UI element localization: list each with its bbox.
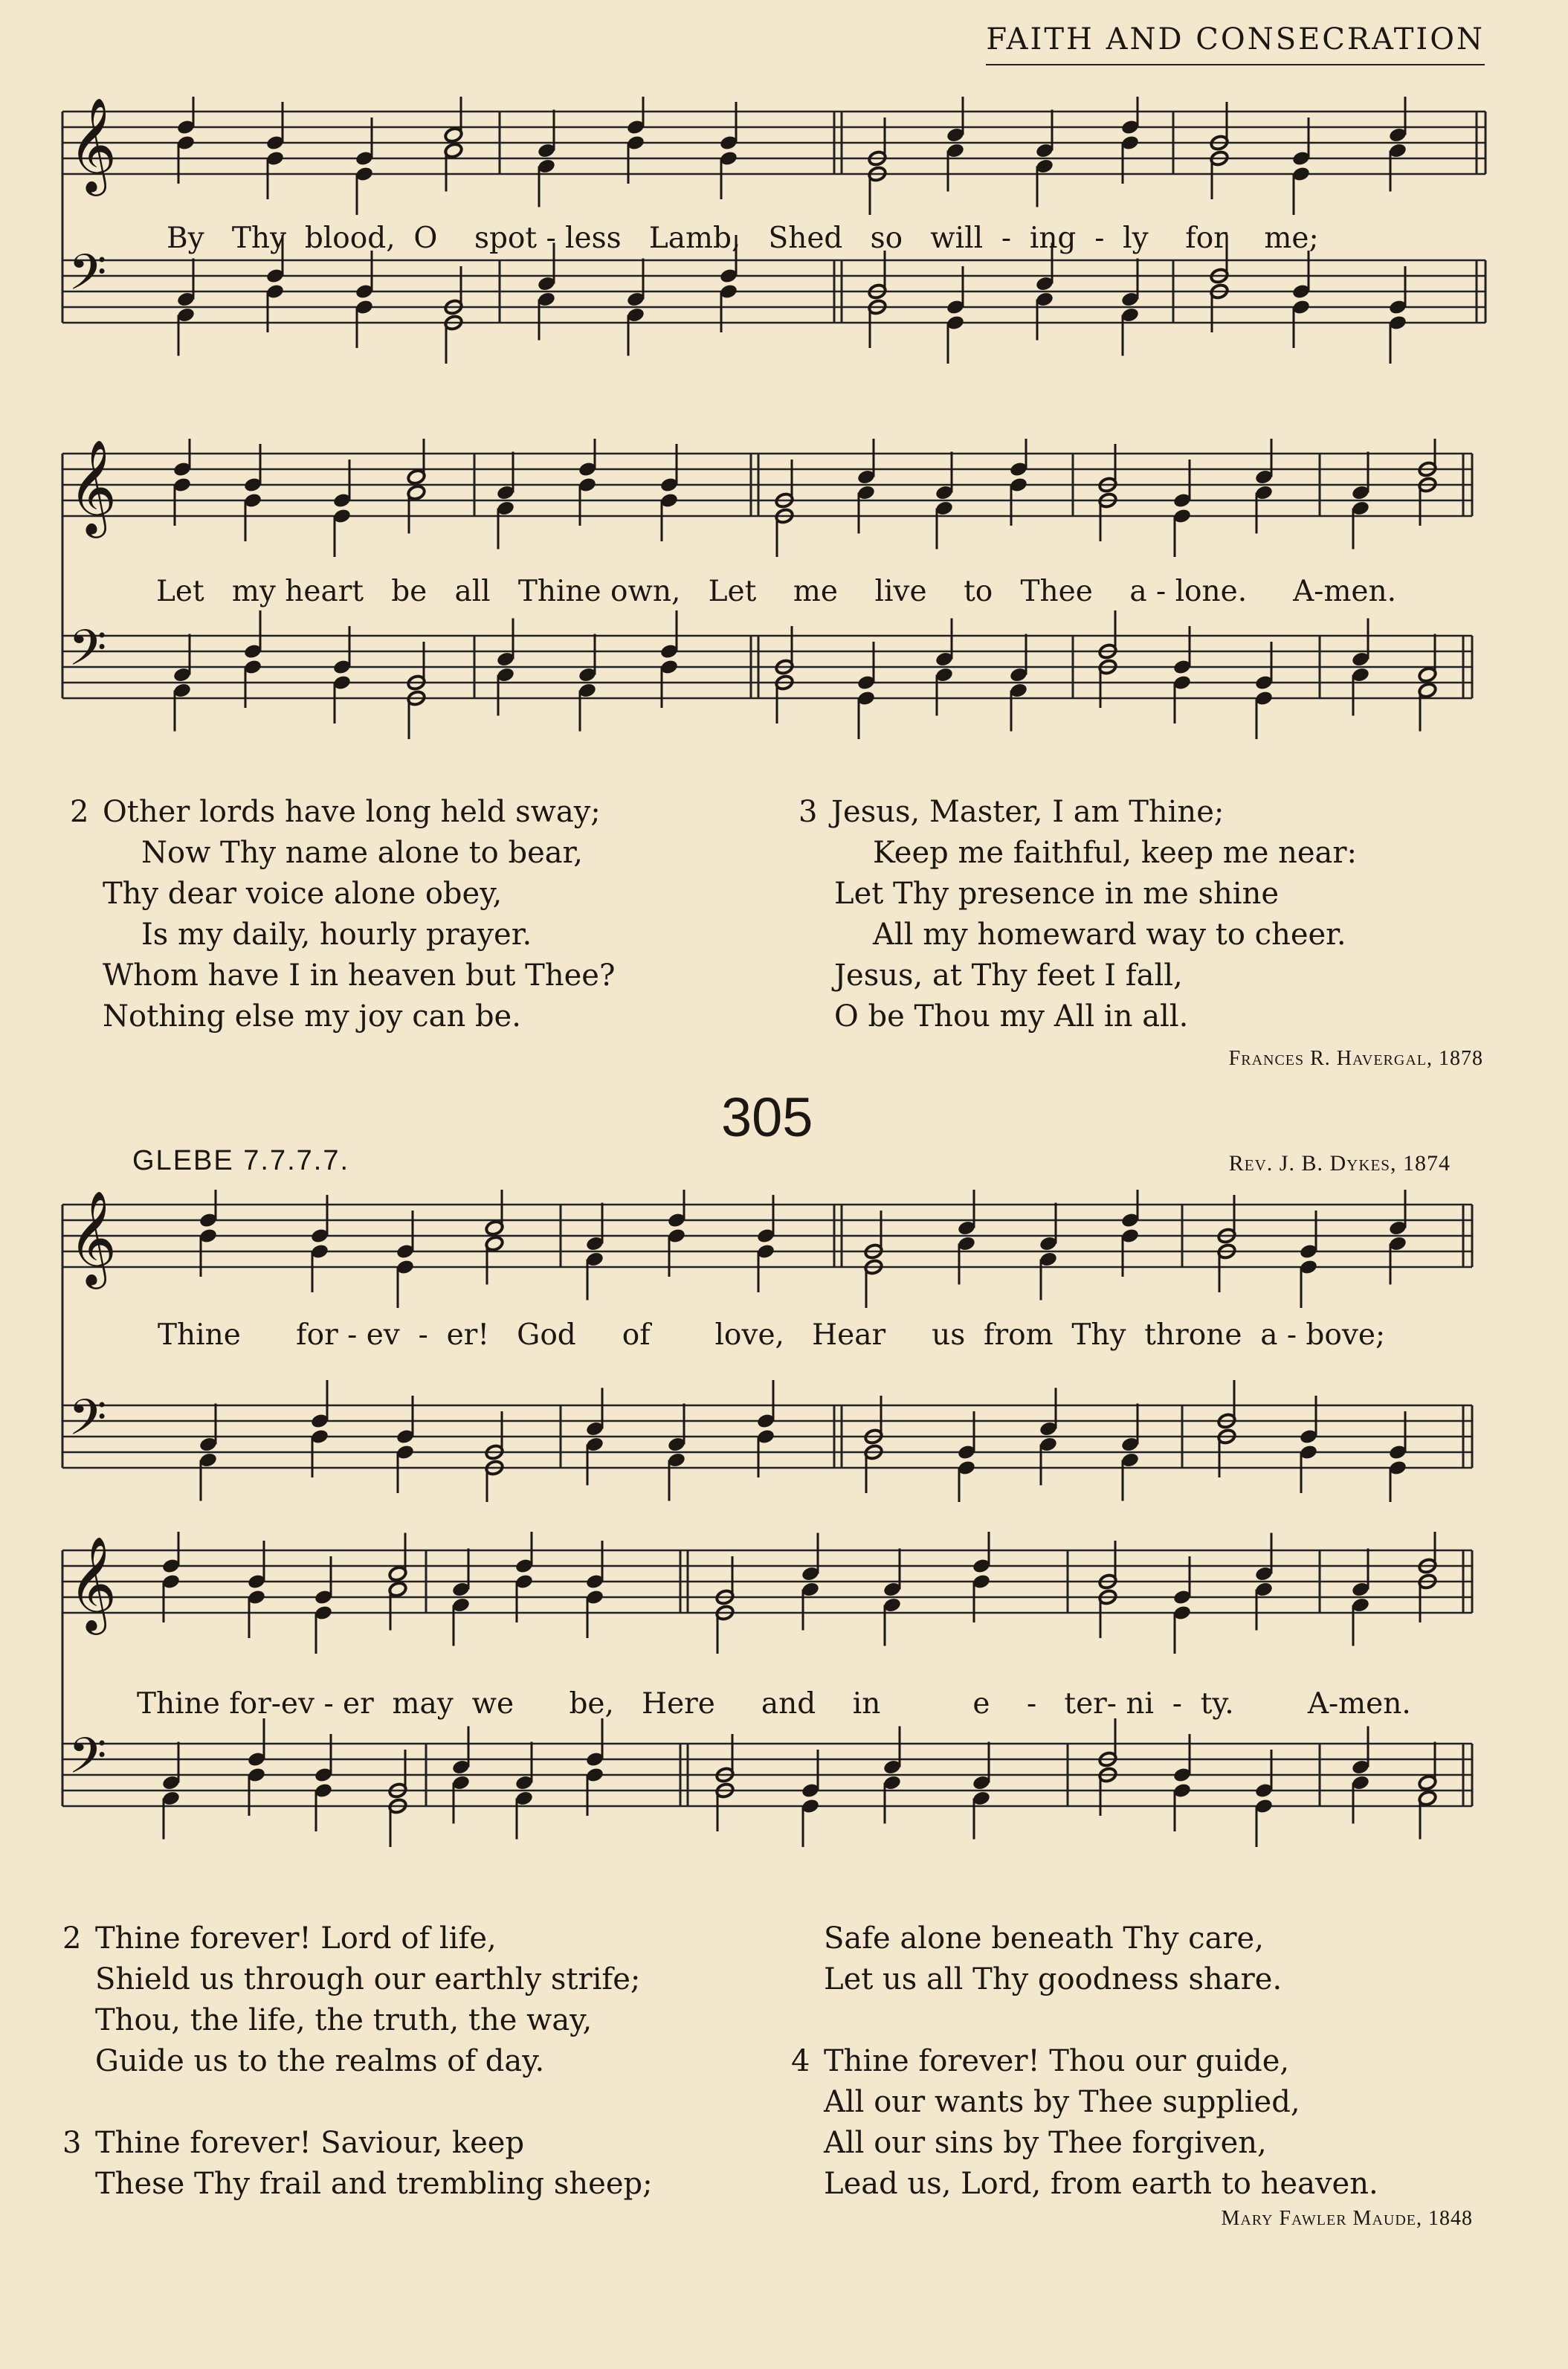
treble-clef-icon: 𝄞 <box>68 1535 117 1631</box>
verse-line: Guide us to the realms of day. <box>95 2044 545 2078</box>
verse-line: Safe alone beneath Thy care, <box>824 1921 1264 1956</box>
verse-line: Keep me faithful, keep me near: <box>873 836 1357 870</box>
verse-line: Let us all Thy goodness share. <box>824 1962 1283 1996</box>
hymn305-system-2 <box>0 1532 1568 1926</box>
composer: Rev. J. B. Dykes, 1874 <box>1228 1151 1451 1176</box>
verse-number: 4 <box>791 2044 810 2078</box>
verse-line: All our sins by Thee forgiven, <box>824 2126 1267 2160</box>
treble-clef-icon: 𝄞 <box>68 439 117 534</box>
verse-line: Other lords have long held sway; <box>103 795 601 829</box>
hymn305-verse-2 <box>62 1918 640 2082</box>
hymn-number: 305 <box>721 1086 813 1148</box>
hymn304-author: Frances R. Havergal, 1878 <box>1228 1047 1483 1070</box>
tune-name: GLEBE 7.7.7.7. <box>132 1145 350 1176</box>
hymn305-verse-3 <box>62 2123 653 2205</box>
hymn304-verse-2 <box>70 792 615 1037</box>
hymn305-lyrics-line1: Thine for - ev - er! God of love, Hear us from Thy throne a - bove; <box>158 1318 1386 1352</box>
verse-line: Shield us through our earthly strife; <box>95 1962 641 1996</box>
verse-line: Now Thy name alone to bear, <box>141 836 584 870</box>
hymn304-verse-3 <box>798 792 1357 1037</box>
hymn304-system-2 <box>0 439 1568 781</box>
verse-line: O be Thou my All in all. <box>834 999 1189 1034</box>
verse-line: Thy dear voice alone obey, <box>103 877 503 911</box>
bass-clef-icon: 𝄢 <box>68 1727 107 1796</box>
hymn304-lyrics-line1: By Thy blood, O spot - less Lamb, Shed so will - ing - ly for me; <box>167 222 1319 255</box>
bass-clef-icon: 𝄢 <box>68 1389 107 1458</box>
verse-line: Nothing else my joy can be. <box>103 999 521 1034</box>
hymn305-verse-4 <box>791 2041 1378 2205</box>
verse-line: Lead us, Lord, from earth to heaven. <box>824 2167 1378 2201</box>
verse-number: 3 <box>798 795 818 829</box>
verse-number: 3 <box>62 2126 82 2160</box>
verse-line: Thine forever! Thou our guide, <box>824 2044 1290 2078</box>
verse-number: 2 <box>70 795 89 829</box>
treble-clef-icon: 𝄞 <box>68 97 117 192</box>
hymn305-verse-3-continued <box>824 1918 1282 2000</box>
verse-line: Thine forever! Saviour, keep <box>95 2126 525 2160</box>
verse-line: Whom have I in heaven but Thee? <box>103 958 616 993</box>
hymn305-lyrics-line2: Thine for-ev - er may we be, Here and in e - ter- ni - ty. A-men. <box>137 1687 1411 1721</box>
treble-clef-icon: 𝄞 <box>68 1190 117 1285</box>
verse-line: Let Thy presence in me shine <box>834 877 1280 911</box>
section-title: FAITH AND CONSECRATION <box>986 22 1485 65</box>
hymn304-system-1 <box>0 97 1568 439</box>
bass-clef-icon: 𝄢 <box>68 244 107 313</box>
verse-line: These Thy frail and trembling sheep; <box>95 2167 653 2201</box>
hymn305-author: Mary Fawler Maude, 1848 <box>1221 2207 1473 2230</box>
verse-line: Thine forever! Lord of life, <box>95 1921 497 1956</box>
bass-clef-icon: 𝄢 <box>68 619 107 689</box>
verse-line: Is my daily, hourly prayer. <box>141 918 532 952</box>
verse-number: 2 <box>62 1921 82 1956</box>
verse-line: Thou, the life, the truth, the way, <box>95 2003 593 2037</box>
hymn304-lyrics-line2: Let my heart be all Thine own, Let me live to Thee a - lone. A-men. <box>156 575 1397 608</box>
verse-line: Jesus, Master, I am Thine; <box>831 795 1225 829</box>
verse-line: All our wants by Thee supplied, <box>824 2085 1300 2119</box>
verse-line: Jesus, at Thy feet I fall, <box>834 958 1183 993</box>
verse-line: All my homeward way to cheer. <box>873 918 1346 952</box>
